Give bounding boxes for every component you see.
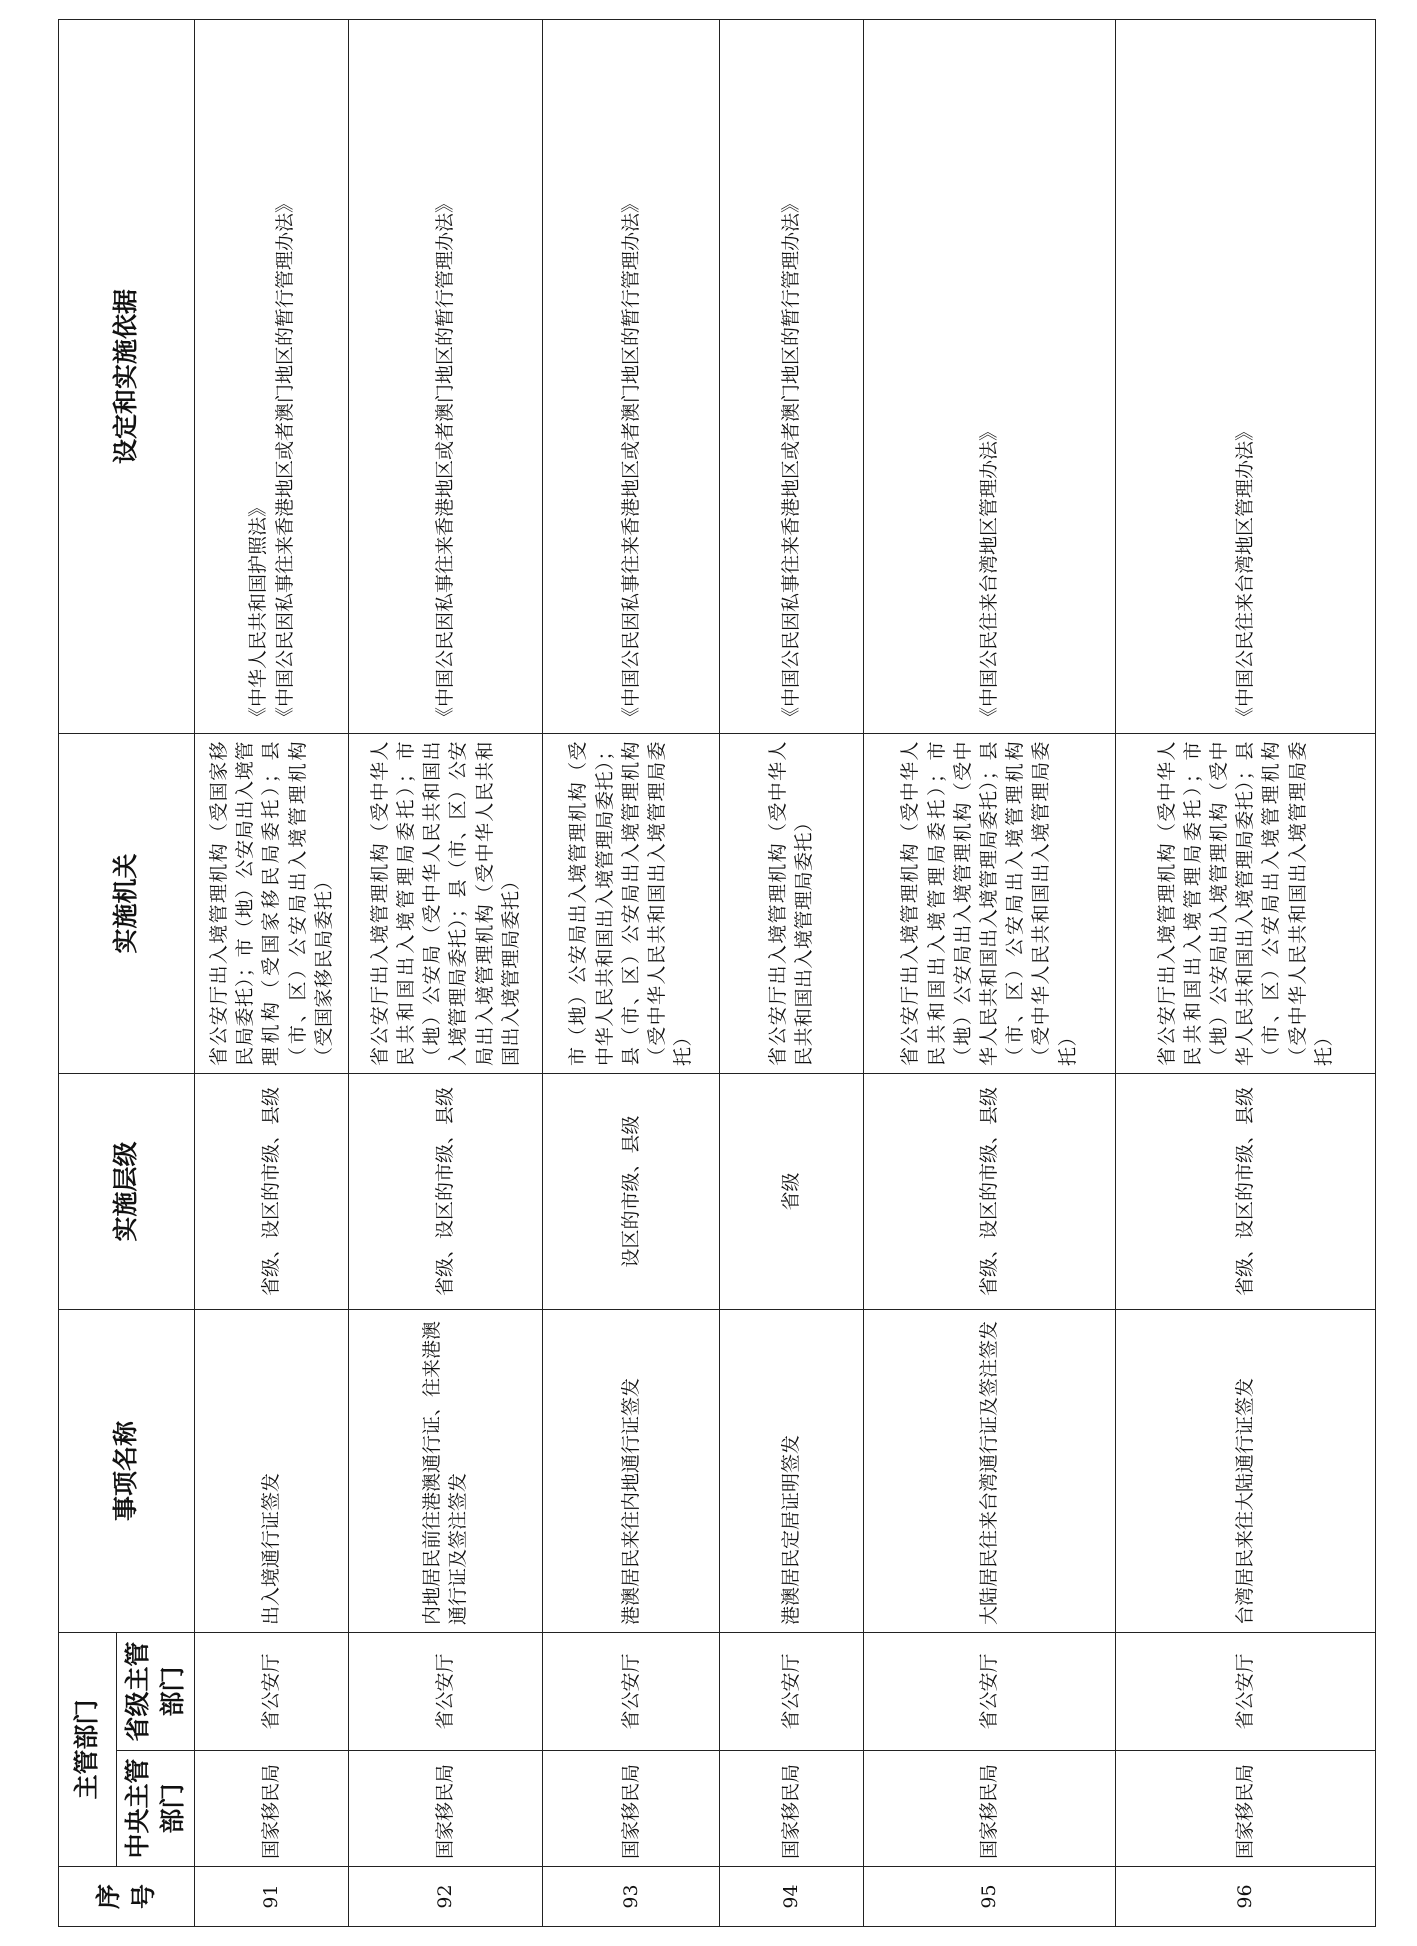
cell-central-dept: 国家移民局 xyxy=(195,1751,349,1867)
cell-provincial-dept: 省公安厅 xyxy=(1115,1632,1375,1750)
cell-level: 省级、设区的市级、县级 xyxy=(863,1073,1115,1309)
cell-level: 省级 xyxy=(719,1073,863,1309)
cell-basis xyxy=(195,19,349,733)
cell-seq: 96 xyxy=(1115,1867,1375,1927)
cell-item-name: 大陆居民往来台湾通行证及签注签发 xyxy=(863,1309,1115,1632)
cell-provincial-dept: 省公安厅 xyxy=(349,1632,543,1750)
cell-seq: 92 xyxy=(349,1867,543,1927)
cell-item-name: 台湾居民来往大陆通行证签发 xyxy=(1115,1309,1375,1632)
cell-seq: 95 xyxy=(863,1867,1115,1927)
basis-law-title: 《中国公民往来台湾地区管理办法》 xyxy=(1234,421,1257,726)
basis-law-title: 《中国公民往来台湾地区管理办法》 xyxy=(977,421,1000,726)
cell-basis xyxy=(863,19,1115,733)
header-provincial-dept: 省级主管部门 xyxy=(117,1632,195,1750)
header-item-name: 事项名称 xyxy=(59,1309,195,1632)
rotated-page xyxy=(58,20,1376,1927)
cell-provincial-dept: 省公安厅 xyxy=(719,1632,863,1750)
header-dept-group: 主管部门 xyxy=(59,1632,117,1866)
table-header-row xyxy=(59,19,117,1926)
table-row xyxy=(863,19,1115,1926)
approval-items-table xyxy=(58,19,1376,1927)
basis-law-title: 《中华人民共和国护照法》 xyxy=(247,497,270,726)
cell-agency: 省公安厅出入境管理机构（受中华人民共和国出入境管理局委托）；市（地）公安局出入境管理机构（受中华人民共和国出入境管理局委托）；县（市、区）公安局出入境管理机构（受中华人民共和国出入境管理局委托） xyxy=(863,733,1115,1073)
cell-seq: 91 xyxy=(195,1867,349,1927)
cell-item-name: 内地居民前往港澳通行证、往来港澳通行证及签注签发 xyxy=(349,1309,543,1632)
table-row xyxy=(1115,19,1375,1926)
table-body xyxy=(195,19,1376,1926)
header-seq: 序号 xyxy=(59,1867,195,1927)
cell-agency: 省公安厅出入境管理机构（受中华人民共和国出入境管理局委托）；市（地）公安局（受中华人民共和国出入境管理局委托）；县（市、区）公安局出入境管理机构（受中华人民共和国出入境管理局委托） xyxy=(349,733,543,1073)
cell-item-name: 港澳居民定居证明签发 xyxy=(719,1309,863,1632)
header-basis: 设定和实施依据 xyxy=(59,19,195,733)
cell-central-dept: 国家移民局 xyxy=(349,1751,543,1867)
basis-law-title: 《中国公民因私事往来香港地区或者澳门地区的暂行管理办法》 xyxy=(780,193,803,726)
cell-level: 省级、设区的市级、县级 xyxy=(349,1073,543,1309)
cell-central-dept: 国家移民局 xyxy=(863,1751,1115,1867)
cell-level: 省级、设区的市级、县级 xyxy=(1115,1073,1375,1309)
cell-central-dept: 国家移民局 xyxy=(542,1751,719,1867)
header-central-dept: 中央主管部门 xyxy=(117,1751,195,1867)
cell-level: 省级、设区的市级、县级 xyxy=(195,1073,349,1309)
table-row xyxy=(542,19,719,1926)
cell-item-name: 港澳居民来往内地通行证签发 xyxy=(542,1309,719,1632)
cell-basis xyxy=(542,19,719,733)
basis-law-title: 《中国公民因私事往来香港地区或者澳门地区的暂行管理办法》 xyxy=(273,193,296,726)
table-row xyxy=(719,19,863,1926)
cell-basis xyxy=(719,19,863,733)
cell-seq: 94 xyxy=(719,1867,863,1927)
cell-agency: 省公安厅出入境管理机构（受中华人民共和国出入境管理局委托） xyxy=(719,733,863,1073)
cell-item-name: 出入境通行证签发 xyxy=(195,1309,349,1632)
cell-basis xyxy=(349,19,543,733)
header-agency: 实施机关 xyxy=(59,733,195,1073)
table-row xyxy=(349,19,543,1926)
header-level: 实施层级 xyxy=(59,1073,195,1309)
cell-central-dept: 国家移民局 xyxy=(1115,1751,1375,1867)
cell-provincial-dept: 省公安厅 xyxy=(863,1632,1115,1750)
cell-agency: 省公安厅出入境管理机构（受国家移民局委托）；市（地）公安局出入境管理机构（受国家移民局委托）；县（市、区）公安局出入境管理机构（受国家移民局委托） xyxy=(195,733,349,1073)
cell-provincial-dept: 省公安厅 xyxy=(542,1632,719,1750)
cell-agency: 市（地）公安局出入境管理机构（受中华人民共和国出入境管理局委托）；县（市、区）公安局出入境管理机构（受中华人民共和国出入境管理局委托） xyxy=(542,733,719,1073)
cell-provincial-dept: 省公安厅 xyxy=(195,1632,349,1750)
cell-level: 设区的市级、县级 xyxy=(542,1073,719,1309)
cell-basis xyxy=(1115,19,1375,733)
cell-seq: 93 xyxy=(542,1867,719,1927)
table-row xyxy=(195,19,349,1926)
cell-agency: 省公安厅出入境管理机构（受中华人民共和国出入境管理局委托）；市（地）公安局出入境管理机构（受中华人民共和国出入境管理局委托）；县（市、区）公安局出入境管理机构（受中华人民共和国出入境管理局委托） xyxy=(1115,733,1375,1073)
basis-law-title: 《中国公民因私事往来香港地区或者澳门地区的暂行管理办法》 xyxy=(619,193,642,726)
basis-law-title: 《中国公民因私事往来香港地区或者澳门地区的暂行管理办法》 xyxy=(434,193,457,726)
cell-central-dept: 国家移民局 xyxy=(719,1751,863,1867)
